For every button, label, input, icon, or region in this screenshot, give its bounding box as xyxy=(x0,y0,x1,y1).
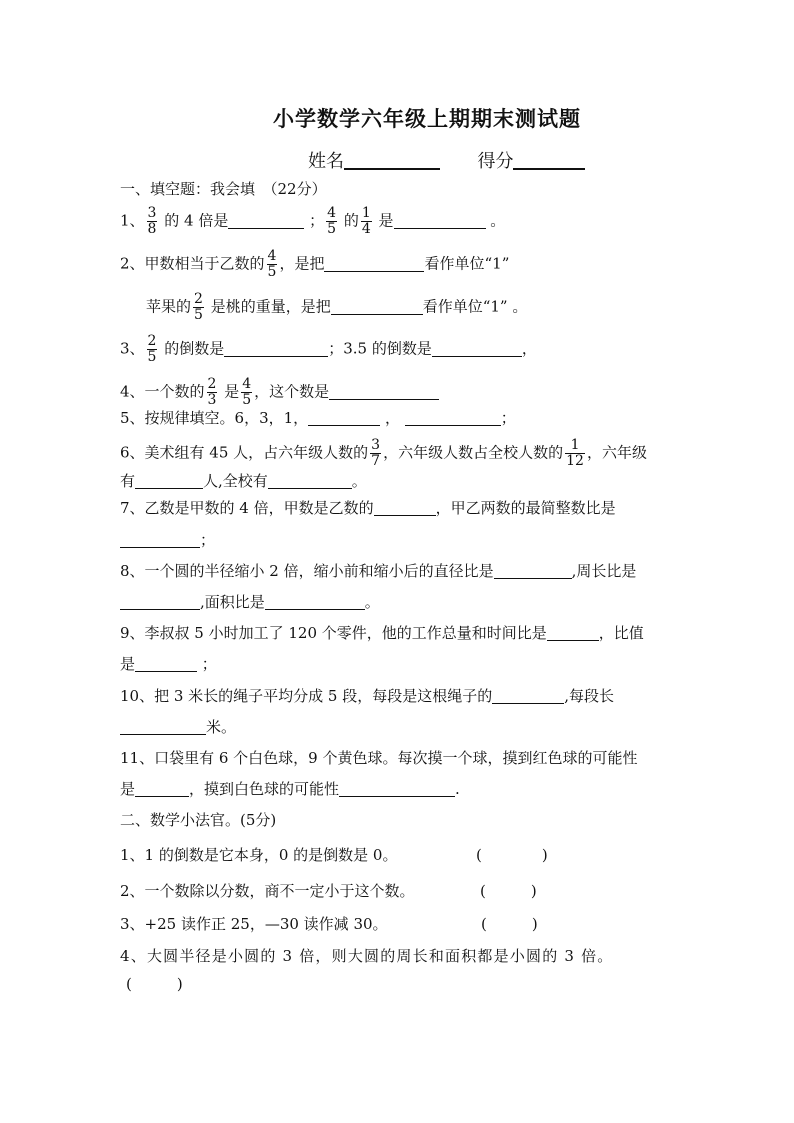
question-6: 6、美术组有 45 人，占六年级人数的 $\frac{3}{7}$ ，六年级人数占全校人数的 $\frac{1}{12}$ ，六年级 xyxy=(120,437,647,469)
question-10b: 米。 xyxy=(120,717,236,737)
answer-blank[interactable] xyxy=(492,687,564,704)
question-8b: ,面积比是 。 xyxy=(120,592,380,612)
question-11: 11、口袋里有 6 个白色球，9 个黄色球。每次摸一个球，摸到红色球的可能性 xyxy=(120,749,638,767)
question-2: 2、甲数相当于乙数的 $\frac{4}{5}$ ，是把 看作单位“1” xyxy=(120,248,510,280)
fraction: $\frac{3}{7}$ xyxy=(371,437,381,469)
answer-blank[interactable] xyxy=(547,624,599,641)
judge-3-answer[interactable]: ( ) xyxy=(481,915,538,933)
answer-blank[interactable] xyxy=(329,383,439,400)
judge-1: 1、1 的倒数是它本身，0 的是倒数是 0。 xyxy=(120,846,398,864)
judge-2: 2、一个数除以分数，商不一定小于这个数。 xyxy=(120,882,415,900)
judge-4-answer[interactable]: ( ) xyxy=(126,975,183,993)
name-field[interactable] xyxy=(344,150,440,170)
question-9: 9、李叔叔 5 小时加工了 120 个零件，他的工作总量和时间比是 ，比值 xyxy=(120,624,644,642)
fraction: $\frac{4}{5}$ xyxy=(242,376,252,408)
name-score-bar xyxy=(308,147,585,173)
name-label: 姓名 xyxy=(308,151,344,172)
answer-blank[interactable] xyxy=(224,340,328,357)
answer-blank[interactable] xyxy=(135,472,203,489)
answer-blank[interactable] xyxy=(265,593,365,610)
answer-blank[interactable] xyxy=(135,655,197,672)
question-8: 8、一个圆的半径缩小 2 倍，缩小前和缩小后的直径比是 ,周长比是 xyxy=(120,562,637,580)
answer-blank[interactable] xyxy=(331,298,423,315)
fraction: $\frac{2}{3}$ xyxy=(207,376,217,408)
fraction: $\frac{1}{12}$ xyxy=(566,437,584,469)
judge-3: 3、+25 读作正 25，—30 读作减 30。 xyxy=(120,915,388,933)
question-4: 4、一个数的 $\frac{2}{3}$ 是 $\frac{4}{5}$ ，这个数是 xyxy=(120,377,439,408)
score-field[interactable] xyxy=(513,150,585,170)
section1-heading: 一、填空题：我会填 （22分） xyxy=(120,180,327,198)
question-9b: 是 ； xyxy=(120,655,217,673)
answer-blank[interactable] xyxy=(394,212,486,229)
question-1: 1、 $\frac{3}{8}$ 的 4 倍是 ； $\frac{4}{5}$ 的 $\frac{1}{4}$ 是 。 xyxy=(120,205,506,237)
fraction: $\frac{1}{4}$ xyxy=(361,205,371,237)
question-10: 10、把 3 米长的绳子平均分成 5 段，每段是这根绳子的 ,每段长 xyxy=(120,687,615,705)
answer-blank[interactable] xyxy=(135,780,189,797)
question-7: 7、乙数是甲数的 4 倍，甲数是乙数的 ，甲乙两数的最简整数比是 xyxy=(120,499,616,517)
score-label: 得分 xyxy=(477,151,514,172)
answer-blank[interactable] xyxy=(308,409,380,426)
judge-2-answer[interactable]: ( ) xyxy=(480,882,537,900)
fraction: $\frac{3}{8}$ xyxy=(147,205,157,237)
question-7b: ； xyxy=(120,530,215,550)
answer-blank[interactable] xyxy=(268,472,352,489)
fraction: $\frac{4}{5}$ xyxy=(327,205,337,237)
answer-blank[interactable] xyxy=(339,780,455,797)
fraction: $\frac{2}{5}$ xyxy=(147,333,157,365)
judge-1-answer[interactable]: ( ) xyxy=(476,846,548,864)
judge-4: 4、大圆半径是小圆的 3 倍，则大圆的周长和面积都是小圆的 3 倍。 xyxy=(120,947,614,965)
answer-blank[interactable] xyxy=(324,255,424,272)
question-5: 5、按规律填空。6，3，1， ， ； xyxy=(120,409,516,427)
fraction: $\frac{4}{5}$ xyxy=(267,248,277,280)
answer-blank[interactable] xyxy=(432,340,522,357)
question-6b: 有 人,全校有 。 xyxy=(120,472,367,490)
page-title: 小学数学六年级上期期末测试题 xyxy=(273,106,581,131)
answer-blank[interactable] xyxy=(120,593,200,610)
answer-blank[interactable] xyxy=(405,409,501,426)
answer-blank[interactable] xyxy=(494,562,572,579)
answer-blank[interactable] xyxy=(374,499,436,516)
question-11b: 是 ，摸到白色球的可能性 . xyxy=(120,780,460,798)
section2-heading: 二、数学小法官。(5分) xyxy=(120,811,277,829)
fraction: $\frac{2}{5}$ xyxy=(194,291,203,323)
answer-blank[interactable] xyxy=(228,212,304,229)
question-3: 3、 $\frac{2}{5}$ 的倒数是 ；3.5 的倒数是 ， xyxy=(120,333,537,365)
answer-blank[interactable] xyxy=(120,718,206,735)
question-2b: 苹果的 $\frac{2}{5}$ 是桃的重量，是把 看作单位“1” 。 xyxy=(146,291,528,323)
answer-blank[interactable] xyxy=(120,531,200,548)
